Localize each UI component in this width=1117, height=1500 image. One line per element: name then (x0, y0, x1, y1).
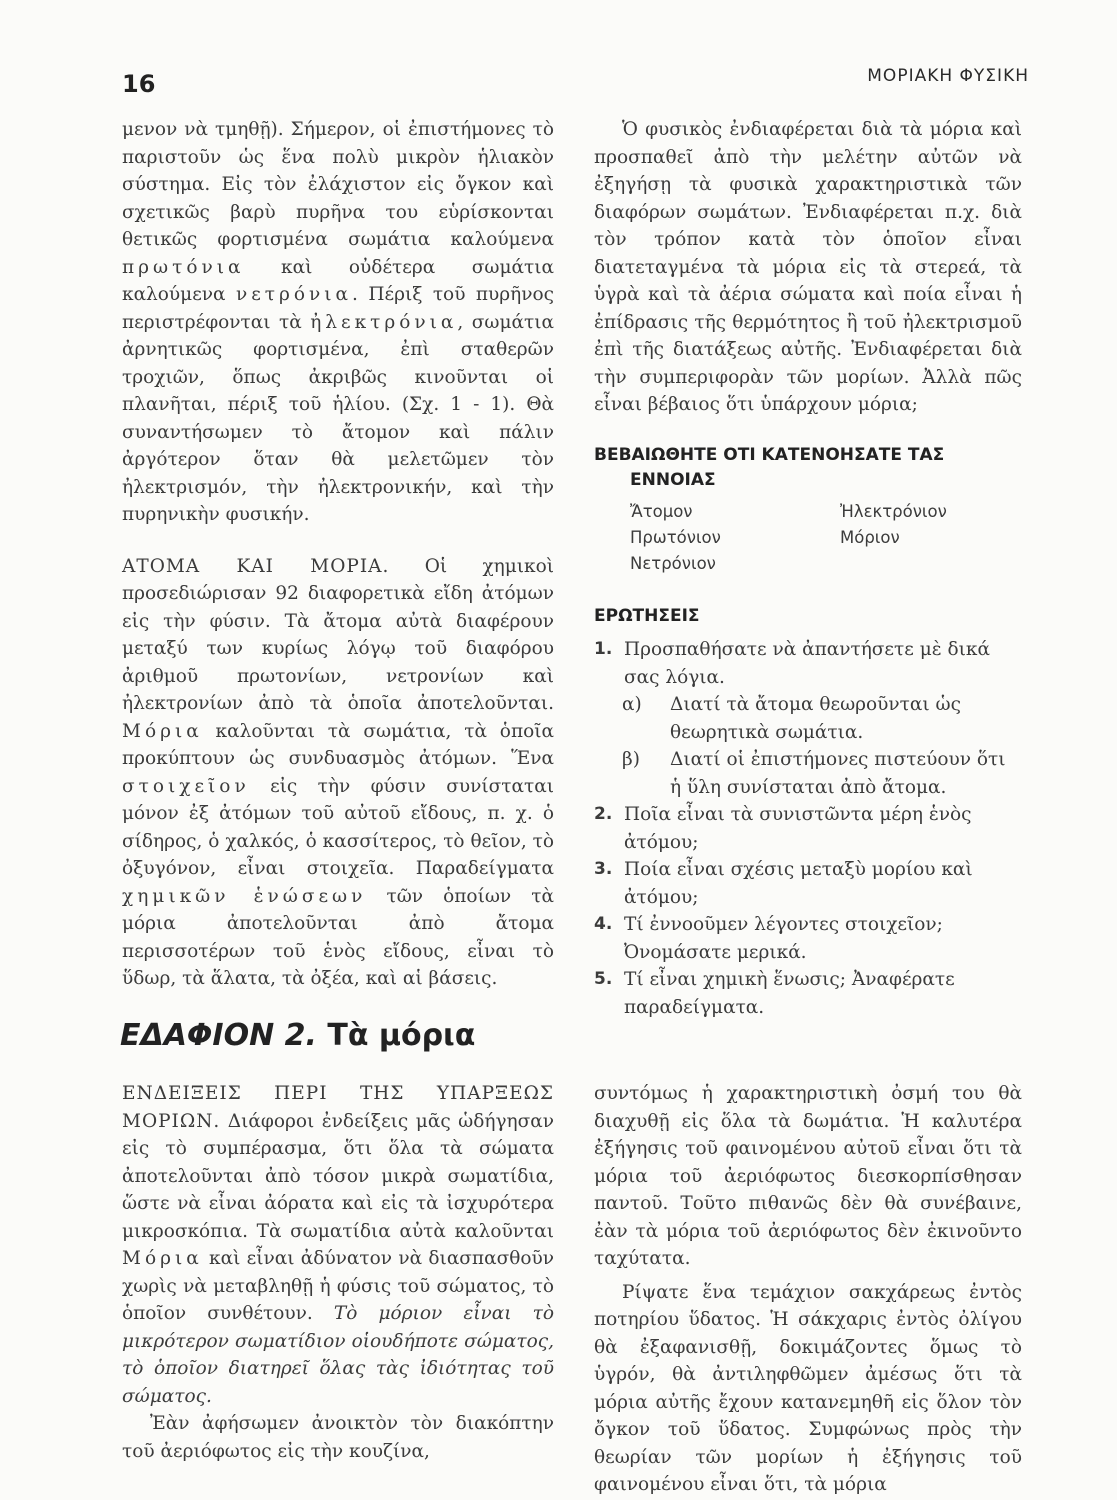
term-stoicheion: στοιχεῖον (122, 775, 250, 797)
right-column (594, 116, 1022, 1021)
text-run: εἰς τὴν φύσιν συνίσταται μόνον ἐξ ἀτόμων τοῦ αὐτοῦ εἴδους, π. χ. ὁ σίδηρος, ὁ χαλκός, ὁ κασσίτερος, τὸ θεῖον, τὸ ὀξυγόνον, εἶναι στοιχεῖα. Παραδείγματα (122, 775, 554, 879)
term-item: Μόριον (840, 527, 900, 547)
term-protonia: πρωτόνια (122, 256, 245, 278)
question-text: Τί ἐννοοῦμεν λέγοντες στοιχεῖον; Ὀνομάσατε μερικά. (624, 914, 943, 963)
question-text: Προσπαθήσατε νὰ ἀπαντήσετε μὲ δικά σας λόγια. (624, 639, 990, 688)
term-ilektronia: ἠλεκτρόνια (310, 311, 458, 333)
question-text: Τί εἶναι χημικὴ ἕνωσις; Ἀναφέρατε παραδείγματα. (624, 969, 955, 1018)
question-item (594, 801, 1022, 856)
paragraph-gas-continued: συντόμως ἡ χαρακτηριστικὴ ὀσμή του θὰ διαχυθῇ εἰς ὅλα τὰ δωμάτια. Ἡ καλυτέρα ἐξήγησις τοῦ φαινομένου αὐτοῦ εἶναι ὅτι τὰ μόρια τοῦ ἀεριόφωτος διεσκορπίσθησαν παντοῦ. Τοῦτο πιθανῶς δὲν θὰ συνέβαινε, ἐὰν τὰ μόρια τοῦ ἀεριόφωτος δὲν ἐκινοῦντο ταχύτατα. (594, 1083, 1022, 1269)
question-number: 4. (594, 914, 613, 934)
text-run: καὶ εἶναι ἀδύνατον νὰ διασπασθοῦν χωρὶς νὰ μεταβληθῇ ἡ φύσις τοῦ σώματος, τὸ ὁποῖον συνθέτουν. (122, 1248, 554, 1324)
section-heading: ΕΝΔΕΙΞΕΙΣ ΠΕΡΙ ΤΗΣ ΥΠΑΡΞΕΩΣ ΜΟΡΙΩΝ. (122, 1083, 554, 1132)
question-item (594, 636, 1022, 691)
subitem-label: β) (622, 749, 640, 770)
definition-italic: Τὸ μόριον εἶναι τὸ μικρότερον σωματίδιον οἱουδήποτε σώματος, τὸ ὁποῖον διατηρεῖ ὅλας τὰς ἰδιότητας τοῦ σώματος. (122, 1303, 554, 1407)
paragraph-evidence (122, 1080, 554, 1410)
text-run: καὶ οὐδέτερα σωμάτια καλούμενα (122, 256, 554, 305)
lesson-label: ΕΔΑΦΙΟΝ 2. (120, 1018, 317, 1053)
check-title-line-1: ΒΕΒΑΙΩΘΗΤΕ ΟΤΙ ΚΑΤΕΝΟΗΣΑΤΕ ΤΑΣ (594, 444, 945, 465)
question-subitem (594, 691, 1022, 746)
question-text: Ποία εἶναι σχέσις μεταξὺ μορίου καὶ ἀτόμου; (624, 859, 973, 908)
paragraph-atoms-molecules (122, 553, 554, 993)
concept-terms (630, 499, 1022, 577)
text-run: , σωμάτια ἀρνητικῶς φορτισμένα, ἐπὶ σταθερῶν τροχιῶν, ὅπως ἀκριβῶς κινοῦνται οἱ πλανῆται, πέριξ τοῦ ἡλίου. (Σχ. 1 - 1). Θὰ συναντήσωμεν τὸ ἄτομον καὶ πάλιν ἀργότερον ὅταν θὰ μελετῶμεν τὸν ἠλεκτρισμόν, τὴν ἠλεκτρονικήν, καὶ τὴν πυρηνικὴν φυσικήν. (122, 311, 554, 525)
question-item (594, 966, 1022, 1021)
question-item (594, 911, 1022, 966)
paragraph-atom-model (122, 116, 554, 529)
term-moria: Μόρια (122, 720, 203, 742)
section-heading: ΑΤΟΜΑ ΚΑΙ ΜΟΡΙΑ. (122, 555, 390, 577)
question-number: 5. (594, 969, 613, 989)
bottom-right-column (594, 1080, 1022, 1499)
lesson-title: Τὰ μόρια (327, 1018, 476, 1053)
term-item: Πρωτόνιον (630, 527, 721, 547)
term-item: Νετρόνιον (630, 553, 716, 573)
text-run: μενον νὰ τμηθῇ). Σήμερον, οἱ ἐπιστήμονες τὸ παριστοῦν ὡς ἕνα πολὺ μικρὸν ἡλιακὸν σύστημα. Εἰς τὸν ἐλάχιστον εἰς ὄγκον καὶ σχετικῶς βαρὺ πυρῆνα του εὑρίσκονται θετικῶς φορτισμένα σωμάτια καλούμενα (122, 119, 554, 250)
term-item: Ἠλεκτρόνιον (840, 501, 947, 521)
term-item: Ἄτομον (630, 501, 693, 521)
left-column (122, 116, 554, 993)
paragraph-physicist: Ὁ φυσικὸς ἐνδιαφέρεται διὰ τὰ μόρια καὶ προσπαθεῖ ἀπὸ τὴν μελέτην αὐτῶν νὰ ἐξηγήσῃ τὰ φυσικὰ χαρακτηριστικὰ τῶν διαφόρων σωμάτων. Ἐνδιαφέρεται π.χ. διὰ τὸν τρόπον κατὰ τὸν ὁποῖον εἶναι διατεταγμένα τὰ μόρια εἰς τὰ στερεά, τὰ ὑγρὰ καὶ τὰ ἀέρια σώματα καὶ ποία εἶναι ἡ ἐπίδρασις τῆς θερμότητος ἢ τοῦ ἠλεκτρισμοῦ ἐπὶ τῆς διατάξεως αὐτῆς. Ἐνδιαφέρεται διὰ τὴν συμπεριφορὰν τῶν μορίων. Ἀλλὰ πῶς εἶναι βέβαιος ὅτι ὑπάρχουν μόρια; (594, 119, 1022, 415)
bottom-left-column (122, 1080, 554, 1465)
question-number: 1. (594, 639, 613, 659)
question-text: Ποῖα εἶναι τὰ συνιστῶντα μέρη ἑνὸς ἀτόμου; (624, 804, 972, 853)
paragraph-sugar: Ρίψατε ἕνα τεμάχιον σακχάρεως ἐντὸς ποτηρίου ὕδατος. Ἡ σάκχαρις ἐντὸς ὀλίγου θὰ ἐξαφανισθῇ, δοκιμάζοντες ὅμως τὸ ὑγρόν, θὰ ἀντιληφθῶμεν ἀμέσως ὅτι τὰ μόρια αὐτῆς ἔχουν κατανεμηθῆ εἰς ὅλον τὸν ὄγκον τοῦ ὕδατος. Συμφώνως πρὸς τὴν θεωρίαν τῶν μορίων ἡ ἐξήγησις τοῦ φαινομένου εἶναι ὅτι, τὰ μόρια (594, 1281, 1022, 1495)
term-item (840, 551, 1050, 577)
questions-title: ΕΡΩΤΗΣΕΙΣ (594, 605, 700, 626)
question-number: 3. (594, 859, 613, 879)
paragraph-gas: Ἐὰν ἀφήσωμεν ἀνοικτὸν τὸν διακόπτην τοῦ ἀεριόφωτος εἰς τὴν κουζίνα, (122, 1413, 554, 1462)
question-item (594, 856, 1022, 911)
text-run: . Πέριξ τοῦ πυρῆνος περιστρέφονται τὰ (122, 284, 554, 333)
text-run: Διάφοροι ἐνδείξεις μᾶς ὡδήγησαν εἰς τὸ συμπέρασμα, ὅτι ὅλα τὰ σώματα ἀποτελοῦνται ἀπὸ τόσον μικρὰ σωματίδια, ὥστε νὰ εἶναι ἀόρατα καὶ εἰς τὰ ἰσχυρότερα μικροσκόπια. Τὰ σωματίδια αὐτὰ καλοῦνται (122, 1110, 554, 1242)
subitem-text: Διατί οἱ ἐπιστήμονες πιστεύουν ὅτι ἡ ὕλη συνίσταται ἀπὸ ἄτομα. (670, 749, 1006, 798)
term-chimikon-enoseon: χημικῶν ἑνώσεων (122, 885, 367, 907)
check-title-line-2: ΕΝΝΟΙΑΣ (630, 469, 716, 490)
subitem-label: α) (622, 694, 642, 715)
term-moria: Μόρια (122, 1248, 203, 1269)
text-run: Οἱ χημικοὶ προσεδιώρισαν 92 διαφορετικὰ εἴδη ἀτόμων εἰς τὴν φύσιν. Τὰ ἄτομα αὐτὰ διαφέρουν μεταξύ των κυρίως λόγῳ τοῦ διαφόρου ἀριθμοῦ πρωτονίων, νετρονίων καὶ ἠλεκτρονίων ἀπὸ τὰ ὁποῖα ἀποτελοῦνται. (122, 555, 554, 714)
running-head: ΜΟΡΙΑΚΗ ΦΥΣΙΚΗ (867, 66, 1029, 86)
page-number: 16 (122, 70, 156, 98)
question-number: 2. (594, 804, 613, 824)
check-concepts-title (594, 443, 1022, 493)
term-netronia: νετρόνια (235, 284, 353, 305)
text-run: καλοῦνται τὰ σωμάτια, τὰ ὁποῖα προκύπτουν ὡς συνδυασμὸς ἀτόμων. Ἕνα (122, 720, 554, 769)
lesson-heading (120, 1018, 475, 1053)
text-run: τῶν ὁποίων τὰ μόρια ἀποτελοῦνται ἀπὸ ἄτομα περισσοτέρων τοῦ ἑνὸς εἴδους, εἶναι τὸ ὕδωρ, τὰ ἅλατα, τὰ ὀξέα, καὶ αἱ βάσεις. (122, 885, 554, 989)
subitem-text: Διατί τὰ ἄτομα θεωροῦνται ὡς θεωρητικὰ σωμάτια. (670, 694, 961, 743)
question-subitem (594, 746, 1022, 801)
